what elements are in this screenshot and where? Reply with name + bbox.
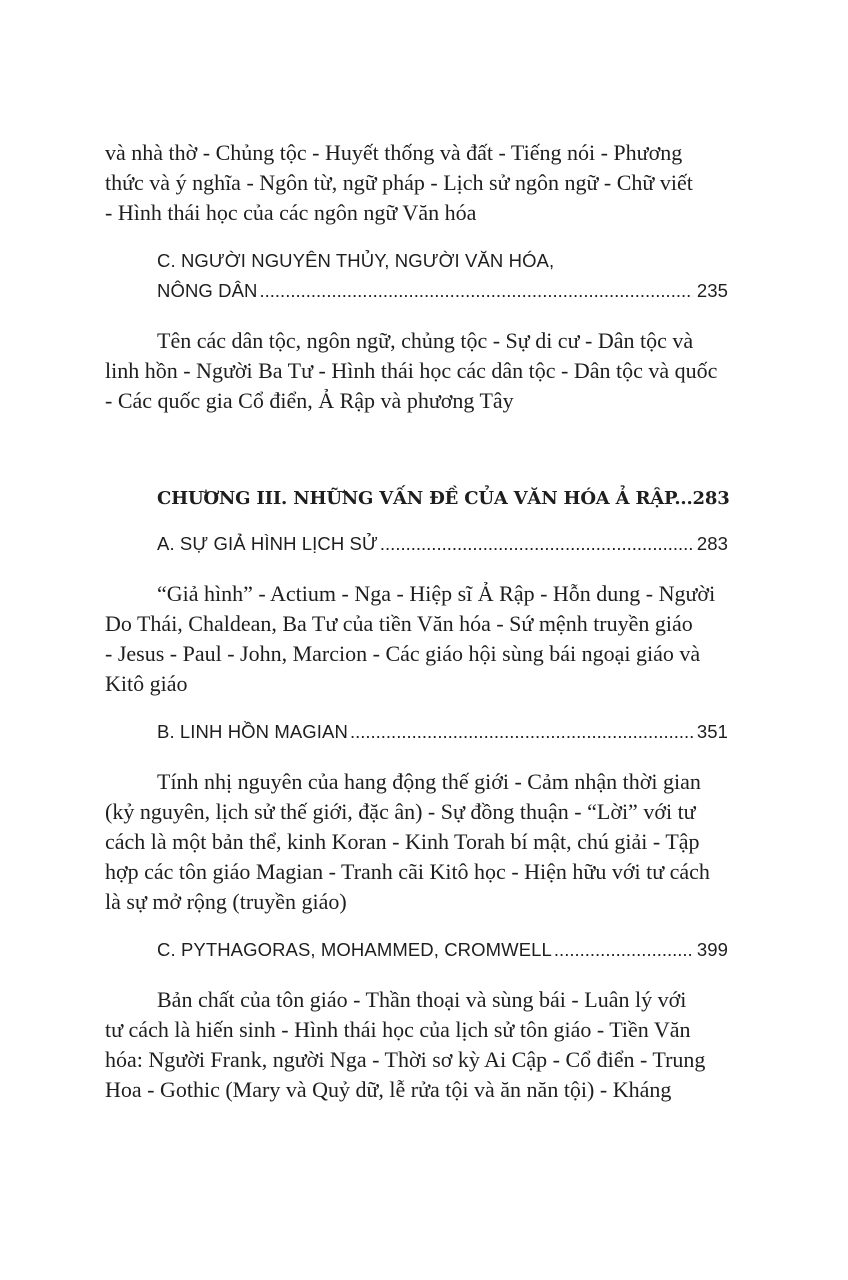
toc-entry-title-cont: NÔNG DÂN	[157, 280, 258, 301]
toc-entry-title: C. NGƯỜI NGUYÊN THỦY, NGƯỜI VĂN HÓA,	[157, 250, 555, 271]
toc-entry-title: B. LINH HỒN MAGIAN	[157, 721, 348, 742]
section-a-summary	[105, 579, 728, 699]
text-line: và nhà thờ - Chủng tộc - Huyết thống và đất - Tiếng nói - Phương	[105, 140, 683, 165]
text-line: “Giả hình” - Actium - Nga - Hiệp sĩ Ả Rập - Hỗn dung - Người	[157, 581, 716, 606]
text-line: - Jesus - Paul - John, Marcion - Các giáo hội sùng bái ngoại giáo và	[105, 641, 701, 666]
text-line: Bản chất của tôn giáo - Thần thoại và sùng bái - Luân lý với	[157, 987, 687, 1012]
text-line: Do Thái, Chaldean, Ba Tư của tiền Văn hóa - Sứ mệnh truyền giáo	[105, 611, 693, 636]
intro-paragraph	[105, 138, 728, 228]
dot-leader	[260, 276, 693, 306]
toc-entry-c-primitive-peoples	[105, 246, 728, 306]
text-line: - Hình thái học của các ngôn ngữ Văn hóa	[105, 200, 477, 225]
toc-entry-row	[157, 276, 728, 306]
text-line: Tên các dân tộc, ngôn ngữ, chủng tộc - Sự di cư - Dân tộc và	[157, 328, 694, 353]
text-line: Kitô giáo	[105, 671, 188, 696]
page-number: 283	[696, 533, 728, 554]
dot-leader	[350, 717, 693, 747]
page-number: 235	[696, 280, 728, 301]
toc-entry-b-magian-soul	[157, 717, 728, 747]
text-line: Hoa - Gothic (Mary và Quỷ dữ, lễ rửa tội và ăn năn tội) - Kháng	[105, 1077, 672, 1102]
text-line: cách là một bản thể, kinh Koran - Kinh Torah bí mật, chú giải - Tập	[105, 829, 700, 854]
text-line: hợp các tôn giáo Magian - Tranh cãi Kitô học - Hiện hữu với tư cách	[105, 859, 710, 884]
dot-leader	[380, 529, 693, 559]
text-line: linh hồn - Người Ba Tư - Hình thái học các dân tộc - Dân tộc và quốc	[105, 358, 718, 383]
text-line: tư cách là hiến sinh - Hình thái học của lịch sử tôn giáo - Tiền Văn	[105, 1017, 691, 1042]
chapter-heading: CHƯƠNG III. NHỮNG VẤN ĐỀ CỦA VĂN HÓA Ả RẬP...283	[157, 488, 730, 509]
page-number: 399	[696, 939, 728, 960]
text-line: - Các quốc gia Cổ điển, Ả Rập và phương Tây	[105, 388, 514, 413]
section-c2-summary	[105, 985, 728, 1105]
section-c1-summary	[105, 326, 728, 416]
toc-entry-a-historical-pseudomorphosis	[157, 529, 728, 559]
text-line: thức và ý nghĩa - Ngôn từ, ngữ pháp - Lịch sử ngôn ngữ - Chữ viết	[105, 170, 693, 195]
text-line: hóa: Người Frank, người Nga - Thời sơ kỳ Ai Cập - Cổ điển - Trung	[105, 1047, 706, 1072]
toc-entry-title: C. PYTHAGORAS, MOHAMMED, CROMWELL	[157, 939, 552, 960]
text-line: Tính nhị nguyên của hang động thế giới - Cảm nhận thời gian	[157, 769, 701, 794]
text-line: (kỷ nguyên, lịch sử thế giới, đặc ân) - Sự đồng thuận - “Lời” với tư	[105, 799, 696, 824]
dot-leader	[554, 935, 693, 965]
toc-entry-title: A. SỰ GIẢ HÌNH LỊCH SỬ	[157, 533, 378, 554]
book-page	[105, 138, 728, 1105]
section-b-summary	[105, 767, 728, 917]
text-line: là sự mở rộng (truyền giáo)	[105, 889, 347, 914]
page-number: 351	[696, 721, 728, 742]
toc-entry-c-pythagoras	[157, 935, 728, 965]
